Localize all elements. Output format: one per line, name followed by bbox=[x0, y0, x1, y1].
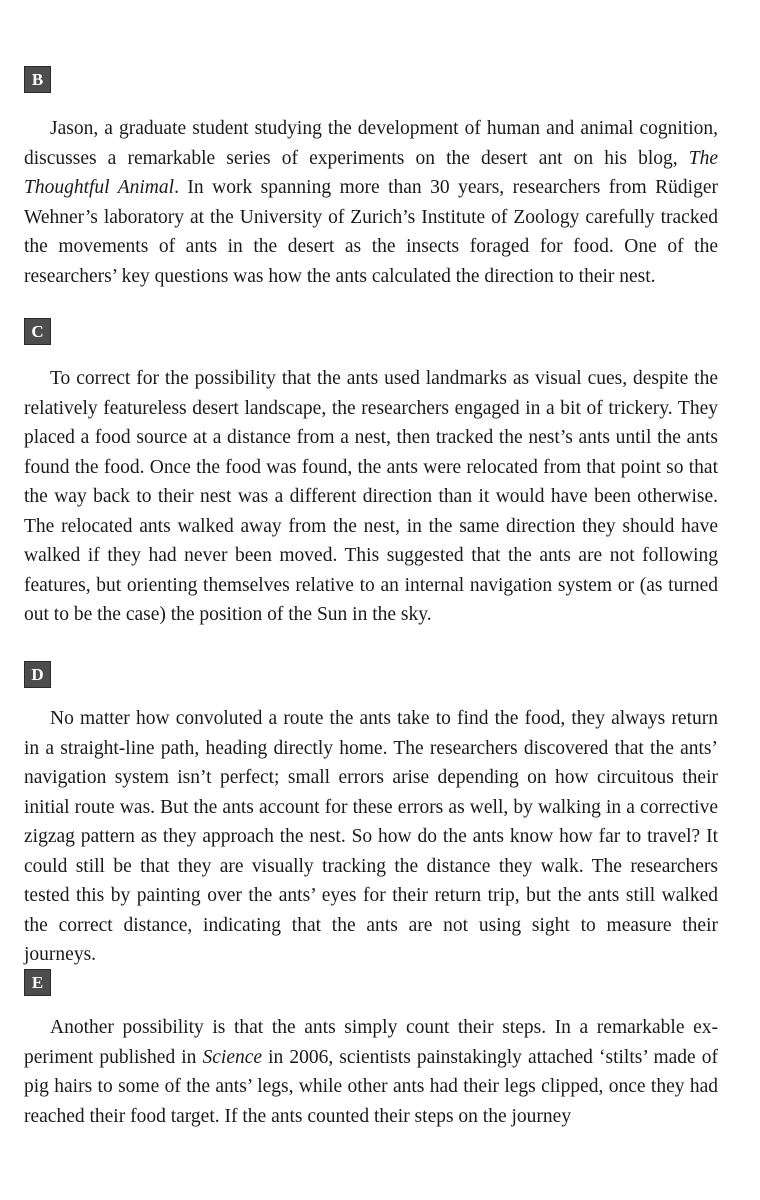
blog-title: The Thoughtful Animal bbox=[24, 147, 718, 198]
paragraph-b-text-1: Jason, a graduate student studying the development of human and animal cognition, discusses a remarkable series of experiments on the desert ant on his blog, bbox=[24, 118, 718, 169]
paragraph-c: To correct for the possibility that the ants used landmarks as visual cues, despite the relatively featureless desert landscape, the researchers engaged in a bit of trickery. They placed a food source at a distance from a nest, then tracked the nest’s ants until the ants found the food. Once the food was found, the ants were relocated from that point so that the way back to their nest was a different direction than it would have been otherwise. The relocated ants walked away from the nest, in the same direction they should have walked if they had never been moved. This suggested that the ants are not following features, but orienting themselves relative to an internal navigation system or (as turned out to be the case) the position of the Sun in the sky. bbox=[24, 368, 718, 625]
section-label-d: D bbox=[24, 661, 51, 688]
section-label-e: E bbox=[24, 969, 51, 996]
section-label-b: B bbox=[24, 66, 51, 93]
journal-name: Science bbox=[202, 1046, 263, 1068]
section-label-c: C bbox=[24, 318, 51, 345]
paragraph-b bbox=[24, 114, 718, 291]
paragraph-e-text-1: Another possibility is that the ants simply count their steps. In a remarkable experiment published in bbox=[24, 1017, 718, 1068]
paragraph-b-text-2: . In work spanning more than 30 years, researchers from Rüdiger Wehner’s laboratory at the University of Zurich’s Institute of Zoology carefully tracked the movements of ants in the desert as the insects foraged for food. One of the researchers’ key questions was how the ants calculated the direction to their nest. bbox=[24, 177, 718, 287]
paragraph-d: No matter how convoluted a route the ants take to find the food, they always return in a straight-line path, heading directly home. The researchers discovered that the ants’ navigation system isn’t perfect; small errors arise depending on how circuitous their initial route was. But the ants account for these errors as well, by walking in a corrective zigzag pattern as they approach the nest. So how do the ants know how far to travel? It could still be that they are visually tracking the distance they walk. The researchers tested this by painting over the ants’ eyes for their return trip, but the ants still walked the correct distance, indicating that the ants are not using sight to measure their journeys. bbox=[24, 708, 718, 965]
paragraph-e-text-2: in 2006, scientists painstakingly attached ‘stilts’ made of pig hairs to some of the ants’ legs, while other ants had their legs clipped, once they had reached their food target. If the ants counted their steps on the journey bbox=[24, 1046, 718, 1127]
paragraph-e bbox=[24, 1013, 718, 1131]
